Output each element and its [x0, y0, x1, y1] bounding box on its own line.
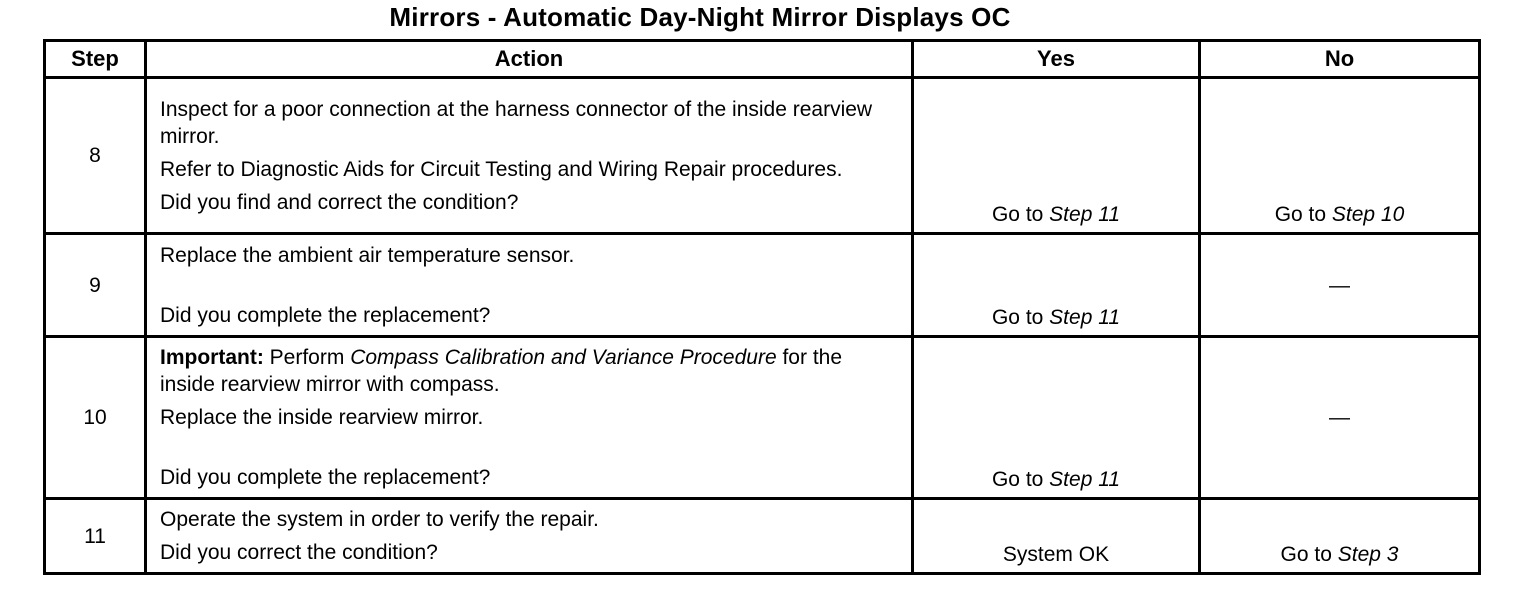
action-cell [146, 499, 913, 574]
header-row [45, 41, 1480, 78]
header-step: Step [45, 41, 146, 78]
table-row-step-11 [45, 499, 1480, 574]
yes-prefix: Go to [991, 306, 1050, 329]
yes-step-link[interactable]: Step 11 [1049, 306, 1121, 329]
step-number: 8 [45, 78, 146, 234]
yes-step-link[interactable]: Step 11 [1049, 203, 1121, 226]
action-question: Did you find and correct the condition? [160, 190, 519, 214]
header-action: Action [146, 41, 913, 78]
yes-result [913, 78, 1200, 234]
no-result [1200, 337, 1480, 499]
action-cell [146, 337, 913, 499]
step-number: 9 [45, 234, 146, 337]
action-text: Operate the system in order to verify the repair. [160, 508, 599, 531]
yes-result [913, 499, 1200, 574]
no-result [1200, 234, 1480, 337]
page-title: Mirrors - Automatic Day-Night Mirror Displays OC [389, 2, 1011, 32]
step-number: 11 [45, 499, 146, 574]
diagnostic-table [43, 39, 1481, 575]
action-cell [146, 234, 913, 337]
action-cell [146, 78, 913, 234]
yes-prefix: Go to [991, 203, 1050, 226]
action-text: Inspect for a poor connection at the harness connector of the inside rearview mirror. [160, 97, 873, 148]
important-note [160, 344, 901, 398]
no-step-link[interactable]: Step 10 [1331, 203, 1405, 226]
no-dash: — [1329, 406, 1350, 429]
yes-step-link[interactable]: Step 11 [1049, 468, 1121, 491]
step-number: 10 [45, 337, 146, 499]
action-text: Refer to Diagnostic Aids for Circuit Testing and Wiring Repair procedures. [160, 157, 843, 181]
yes-result [913, 234, 1200, 337]
no-step-link[interactable]: Step 3 [1337, 543, 1399, 566]
no-prefix: Go to [1280, 543, 1338, 566]
action-question: Did you correct the condition? [160, 541, 438, 564]
action-question: Did you complete the replacement? [160, 303, 491, 327]
no-result [1200, 499, 1480, 574]
action-text: Replace the inside rearview mirror. [160, 406, 484, 429]
no-dash: — [1329, 273, 1350, 297]
yes-text: System OK [1002, 543, 1110, 566]
important-text-post: for the inside rearview mirror with compass. [160, 346, 843, 396]
table-row-step-8 [45, 78, 1480, 234]
procedure-reference-link[interactable]: Compass Calibration and Variance Procedure [350, 346, 777, 369]
yes-prefix: Go to [991, 468, 1050, 491]
no-result [1200, 78, 1480, 234]
header-yes: Yes [913, 41, 1200, 78]
important-label: Important: [160, 346, 264, 369]
yes-result [913, 337, 1200, 499]
table-row-step-9 [45, 234, 1480, 337]
header-no: No [1200, 41, 1480, 78]
table-row-step-10 [45, 337, 1480, 499]
action-question: Did you complete the replacement? [160, 466, 491, 489]
important-text-pre: Perform [263, 346, 351, 369]
no-prefix: Go to [1274, 203, 1332, 226]
action-text: Replace the ambient air temperature sensor. [160, 243, 575, 267]
